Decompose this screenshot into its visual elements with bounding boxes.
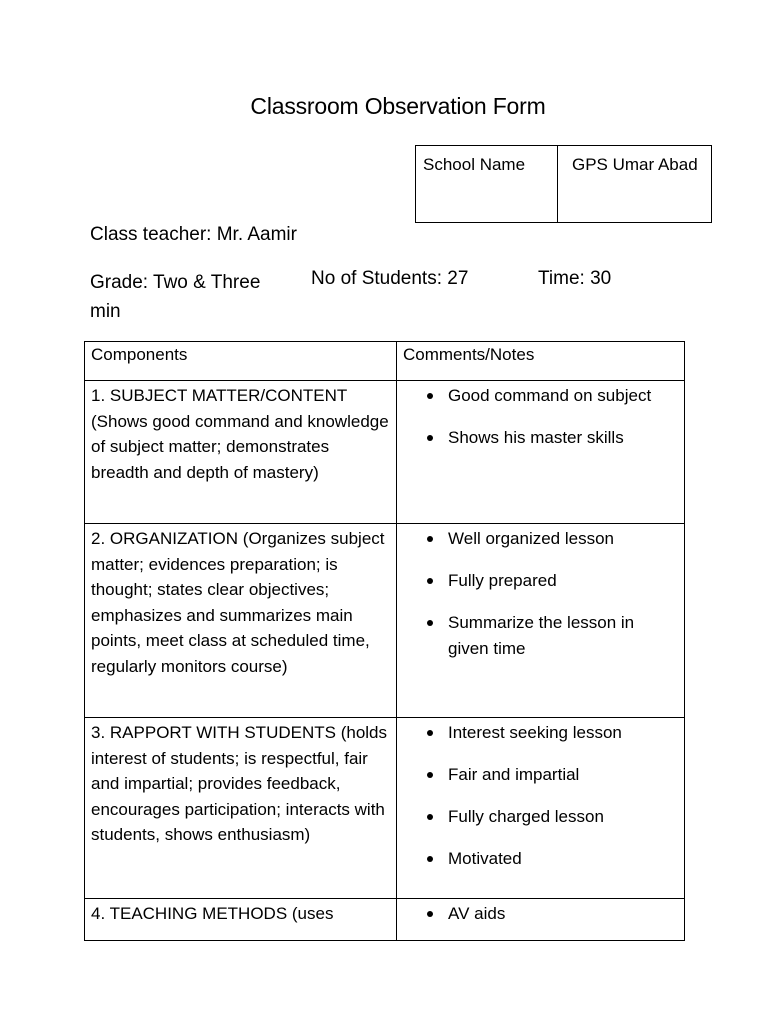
component-description: (holds interest of students; is respectful, fair and impartial; provides feedback, encourages participation; interacts with students, shows enthusiasm) xyxy=(91,723,388,844)
notes-cell xyxy=(397,718,685,899)
note-item: Motivated xyxy=(448,846,678,872)
notes-list xyxy=(403,526,678,662)
component-title: 1. SUBJECT MATTER/CONTENT xyxy=(91,386,348,405)
grade-text: Grade: Two & Three xyxy=(90,272,261,293)
note-item: Fully prepared xyxy=(448,568,678,594)
school-info-box xyxy=(415,145,712,223)
note-item: Fully charged lesson xyxy=(448,804,678,830)
table-row xyxy=(85,524,685,718)
note-item: Shows his master skills xyxy=(448,425,678,451)
class-teacher: Class teacher: Mr. Aamir xyxy=(90,224,297,245)
notes-cell xyxy=(397,899,685,941)
component-cell xyxy=(85,899,397,941)
school-name-value: GPS Umar Abad xyxy=(572,155,698,174)
note-item: Well organized lesson xyxy=(448,526,678,552)
table-row xyxy=(85,381,685,524)
component-title: 2. ORGANIZATION xyxy=(91,529,239,548)
grade-info xyxy=(90,268,310,326)
table-row xyxy=(85,718,685,899)
component-cell xyxy=(85,718,397,899)
note-item: AV aids xyxy=(448,901,678,927)
component-description: (Organizes subject matter; evidences preparation; is thought; states clear objectives; emphasizes and summarizes main points, meet class at scheduled time, regularly monitors course) xyxy=(91,529,385,676)
notes-list xyxy=(403,901,678,927)
component-cell xyxy=(85,381,397,524)
column-header-notes: Comments/Notes xyxy=(397,342,685,381)
component-cell xyxy=(85,524,397,718)
student-count: No of Students: 27 xyxy=(311,268,469,289)
page-title: Classroom Observation Form xyxy=(250,93,546,119)
component-title: 4. TEACHING METHODS xyxy=(91,904,288,923)
component-title: 3. RAPPORT WITH STUDENTS xyxy=(91,723,336,742)
notes-list xyxy=(403,383,678,451)
school-name-label: School Name xyxy=(416,146,558,222)
notes-list xyxy=(403,720,678,872)
lesson-time: Time: 30 xyxy=(538,268,612,289)
table-row xyxy=(85,899,685,941)
time-unit: min xyxy=(90,301,121,322)
notes-cell xyxy=(397,524,685,718)
component-description: (Shows good command and knowledge of subject matter; demonstrates breadth and depth of mastery) xyxy=(91,411,389,482)
note-item: Summarize the lesson in given time xyxy=(448,610,678,662)
table-header-row xyxy=(85,342,685,381)
note-item: Good command on subject xyxy=(448,383,678,409)
note-item: Fair and impartial xyxy=(448,762,678,788)
observation-table xyxy=(84,341,685,941)
column-header-components: Components xyxy=(85,342,397,381)
note-item: Interest seeking lesson xyxy=(448,720,678,746)
notes-cell xyxy=(397,381,685,524)
component-description: (uses xyxy=(291,904,334,923)
